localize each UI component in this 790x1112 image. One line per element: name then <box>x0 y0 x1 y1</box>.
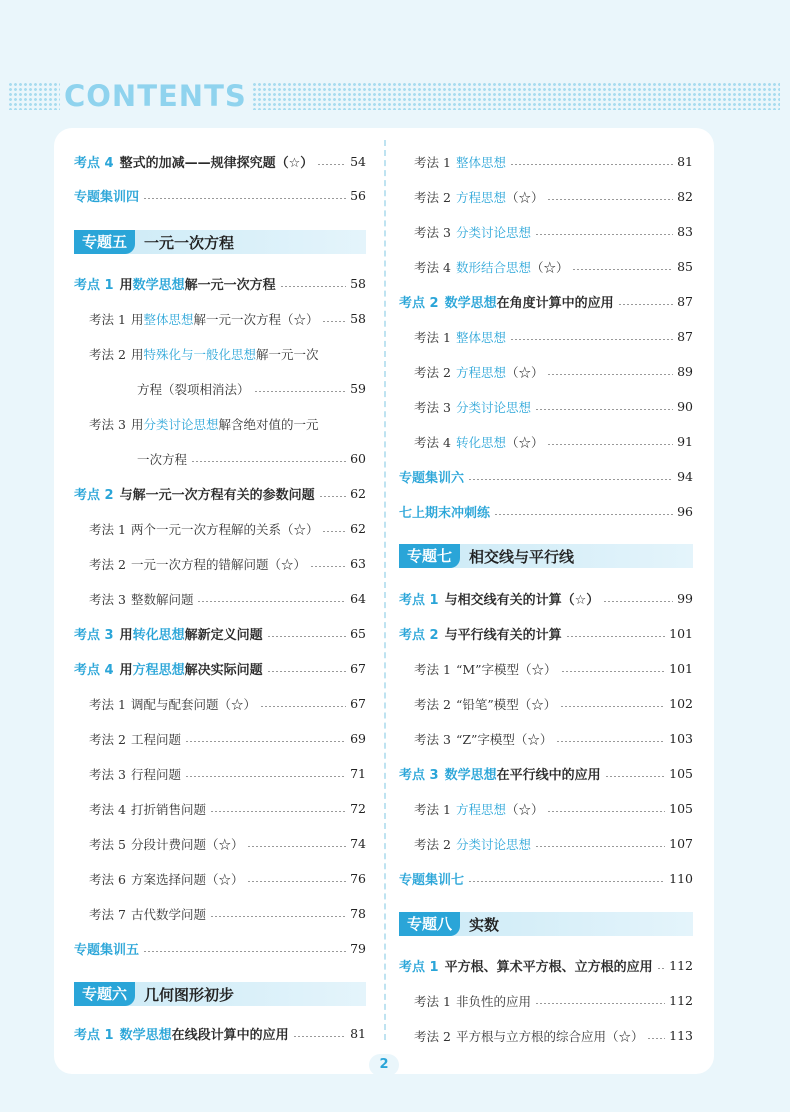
entry-title: 打折销售问题 <box>130 801 206 817</box>
entry-prefix: 考法 6 <box>89 871 126 887</box>
toc-entry-kaofa[interactable] <box>399 389 693 424</box>
entry-title-highlight: 分类讨论思想 <box>455 224 531 240</box>
entry-title: 分段计费问题（☆） <box>130 836 244 852</box>
entry-prefix: 考法 4 <box>89 801 126 817</box>
entry-title: 行程问题 <box>130 766 181 782</box>
toc-entry-kaofa[interactable] <box>399 424 693 459</box>
entry-prefix: 考法 2 <box>414 189 451 205</box>
entry-title <box>445 764 601 783</box>
entry-title <box>131 415 319 433</box>
entry-prefix: 考法 2 <box>89 346 126 362</box>
entry-title: 专题集训五 <box>74 943 140 958</box>
toc-entry-kaofa[interactable] <box>399 354 693 389</box>
toc-entry-continuation[interactable] <box>74 441 366 476</box>
dot-leader <box>197 601 346 602</box>
dot-leader <box>535 234 673 235</box>
entry-title: 七上期末冲刺练 <box>399 506 491 521</box>
entry-prefix: 考法 3 <box>89 591 126 607</box>
entry-title <box>456 153 506 171</box>
toc-entry-kaofa[interactable] <box>74 546 366 581</box>
entry-title-highlight: 方程思想 <box>132 663 185 678</box>
dot-leader <box>535 1003 665 1004</box>
entry-title-highlight: 转化思想 <box>455 434 506 450</box>
section-tag: 专题七 <box>399 544 460 568</box>
dot-leader <box>247 846 346 847</box>
entry-prefix: 考法 1 <box>414 801 451 817</box>
dot-leader <box>319 496 346 497</box>
entry-title-highlight: 整体思想 <box>455 154 506 170</box>
dot-leader <box>260 706 346 707</box>
entry-page-number: 105 <box>669 766 693 781</box>
entry-title <box>456 433 544 451</box>
entry-prefix: 考点 4 <box>74 156 114 171</box>
entry-page-number: 103 <box>669 731 693 746</box>
entry-title <box>120 624 263 643</box>
entry-title <box>131 345 319 363</box>
entry-prefix: 考法 2 <box>89 731 126 747</box>
toc-entry-kaofa[interactable] <box>399 319 693 354</box>
entry-title-post: （☆） <box>530 259 569 275</box>
contents-header <box>0 78 790 114</box>
entry-title: 一元一次方程的错解问题（☆） <box>130 556 306 572</box>
entry-title <box>456 363 544 381</box>
entry-title-highlight: 整体思想 <box>455 329 506 345</box>
entry-title-pre: 用 <box>119 278 133 293</box>
toc-entry-kaofa[interactable] <box>74 511 366 546</box>
toc-entry-kaofa[interactable] <box>399 826 693 861</box>
toc-entry-kaodian[interactable] <box>74 651 366 686</box>
entry-title-post: 在平行线中的应用 <box>496 768 601 783</box>
entry-title-pre: 用 <box>130 346 144 362</box>
dot-leader <box>143 198 346 199</box>
dot-leader <box>618 304 673 305</box>
entry-title: 与解一元一次方程有关的参数问题 <box>119 488 315 503</box>
entry-title: 专题集训六 <box>399 471 465 486</box>
dot-leader <box>572 269 673 270</box>
dot-leader <box>657 968 666 969</box>
entry-page-number: 101 <box>669 661 693 676</box>
entry-prefix: 考法 4 <box>414 434 451 450</box>
entry-title: “铅笔”模型（☆） <box>455 696 557 712</box>
dot-leader <box>603 601 673 602</box>
entry-title-post: 在角度计算中的应用 <box>496 296 614 311</box>
dot-leader <box>185 776 346 777</box>
entry-title: 专题集训四 <box>74 190 140 205</box>
entry-title: “Z”字模型（☆） <box>455 731 553 747</box>
entry-title: “M”字模型（☆） <box>455 661 557 677</box>
entry-title <box>456 188 544 206</box>
toc-entry-kaofa[interactable] <box>399 651 693 686</box>
section-header <box>399 544 693 568</box>
entry-title: 整式的加减——规律探究题（☆） <box>119 156 314 171</box>
entry-title-post: （☆） <box>505 434 544 450</box>
entry-page-number: 74 <box>350 836 366 851</box>
entry-prefix: 考点 1 <box>399 593 439 608</box>
toc-entry-continuation[interactable] <box>74 371 366 406</box>
entry-page-number: 89 <box>677 364 693 379</box>
entry-prefix: 考法 2 <box>414 836 451 852</box>
toc-entry-kaodian[interactable] <box>74 1016 366 1051</box>
column-divider <box>384 140 386 1040</box>
toc-entry-kaodian[interactable] <box>74 476 366 511</box>
entry-prefix: 考点 2 <box>74 488 114 503</box>
entry-prefix: 考法 1 <box>89 696 126 712</box>
toc-entry-kaofa[interactable] <box>74 336 366 371</box>
entry-page-number: 62 <box>350 486 366 501</box>
toc-entry-special[interactable] <box>399 459 693 494</box>
entry-page-number: 62 <box>350 521 366 536</box>
toc-entry-kaofa[interactable] <box>74 721 366 756</box>
entry-prefix: 考法 1 <box>414 993 451 1009</box>
entry-title <box>120 274 276 293</box>
toc-entry-kaofa[interactable] <box>399 1018 693 1053</box>
toc-entry-kaodian[interactable] <box>399 948 693 983</box>
page-number: 2 <box>369 1054 399 1076</box>
entry-prefix: 考法 3 <box>414 731 451 747</box>
section-header <box>74 982 366 1006</box>
dot-leader <box>547 811 665 812</box>
section-title: 相交线与平行线 <box>469 547 575 566</box>
entry-page-number: 65 <box>350 626 366 641</box>
entry-page-number: 102 <box>669 696 693 711</box>
entry-prefix: 考法 3 <box>414 399 451 415</box>
toc-entry-special[interactable] <box>399 494 693 529</box>
entry-prefix: 考法 2 <box>414 696 451 712</box>
section-title: 几何图形初步 <box>144 985 235 1004</box>
entry-prefix: 考法 1 <box>414 661 451 677</box>
entry-title: 与相交线有关的计算（☆） <box>444 593 600 608</box>
dot-leader <box>185 741 346 742</box>
entry-page-number: 71 <box>350 766 366 781</box>
entry-page-number: 99 <box>677 591 693 606</box>
entry-title-highlight: 数学思想 <box>444 768 497 783</box>
entry-page-number: 67 <box>350 696 366 711</box>
entry-title <box>445 292 614 311</box>
entry-page-number: 112 <box>669 993 693 1008</box>
entry-title-highlight: 分类讨论思想 <box>143 416 219 432</box>
decorative-dots-right <box>252 82 780 110</box>
entry-title <box>456 800 544 818</box>
entry-title <box>456 258 569 276</box>
entry-page-number: 67 <box>350 661 366 676</box>
dot-leader <box>510 339 673 340</box>
entry-prefix: 考法 7 <box>89 906 126 922</box>
dot-leader <box>143 951 346 952</box>
dot-leader <box>468 479 673 480</box>
entry-title-post: （☆） <box>505 189 544 205</box>
entry-prefix: 考点 1 <box>74 1028 114 1043</box>
entry-title-post: （☆） <box>505 801 544 817</box>
entry-title-highlight: 整体思想 <box>143 311 194 327</box>
entry-page-number: 110 <box>669 871 693 886</box>
entry-title <box>456 398 531 416</box>
dot-leader <box>267 671 346 672</box>
section-header <box>399 912 693 936</box>
entry-title <box>120 659 263 678</box>
dot-leader <box>535 409 673 410</box>
toc-entry-kaofa[interactable] <box>399 144 693 179</box>
entry-page-number: 58 <box>350 311 366 326</box>
dot-leader <box>510 164 673 165</box>
entry-title-pre: 用 <box>119 663 133 678</box>
entry-prefix: 考点 1 <box>399 960 439 975</box>
entry-title-post: 解含绝对值的一元 <box>218 416 319 432</box>
entry-page-number: 107 <box>669 836 693 851</box>
entry-page-number: 113 <box>669 1028 693 1043</box>
entry-title: 调配与配套问题（☆） <box>130 696 256 712</box>
dot-leader <box>547 374 673 375</box>
toc-entry-kaofa[interactable] <box>399 791 693 826</box>
section-title: 实数 <box>469 915 500 934</box>
entry-prefix: 考法 2 <box>89 556 126 572</box>
dot-leader <box>191 461 346 462</box>
entry-page-number: 87 <box>677 294 693 309</box>
entry-title-post: 解新定义问题 <box>184 628 263 643</box>
toc-entry-kaofa[interactable] <box>399 983 693 1018</box>
section-tag: 专题八 <box>399 912 460 936</box>
entry-page-number: 96 <box>677 504 693 519</box>
entry-page-number: 64 <box>350 591 366 606</box>
dot-leader <box>468 881 665 882</box>
entry-page-number: 54 <box>350 154 366 169</box>
entry-title: 方案选择问题（☆） <box>130 871 244 887</box>
entry-page-number: 59 <box>350 381 366 396</box>
entry-title: 两个一元一次方程解的关系（☆） <box>130 521 319 537</box>
dot-leader <box>267 636 346 637</box>
entry-page-number: 60 <box>350 451 366 466</box>
entry-prefix: 考法 1 <box>414 154 451 170</box>
toc-entry-kaofa[interactable] <box>399 721 693 756</box>
entry-page-number: 87 <box>677 329 693 344</box>
toc-entry-kaofa[interactable] <box>399 249 693 284</box>
dot-leader <box>535 846 665 847</box>
dot-leader <box>247 881 346 882</box>
toc-entry-kaofa[interactable] <box>74 826 366 861</box>
entry-prefix: 考法 4 <box>414 259 451 275</box>
entry-page-number: 85 <box>677 259 693 274</box>
entry-prefix: 考法 2 <box>414 364 451 380</box>
section-tag: 专题六 <box>74 982 135 1006</box>
entry-prefix: 考法 3 <box>414 224 451 240</box>
entry-page-number: 81 <box>350 1026 366 1041</box>
dot-leader <box>556 741 665 742</box>
toc-entry-kaodian[interactable] <box>74 616 366 651</box>
toc-entry-special[interactable] <box>74 178 366 213</box>
entry-prefix: 考法 1 <box>89 311 126 327</box>
entry-prefix: 考法 1 <box>414 329 451 345</box>
entry-title-highlight: 数形结合思想 <box>455 259 531 275</box>
entry-title: 整数解问题 <box>130 591 194 607</box>
entry-page-number: 94 <box>677 469 693 484</box>
entry-title <box>456 223 531 241</box>
entry-page-number: 72 <box>350 801 366 816</box>
entry-page-number: 101 <box>669 626 693 641</box>
entry-title-highlight: 数学思想 <box>132 278 185 293</box>
entry-title: 非负性的应用 <box>455 993 531 1009</box>
entry-page-number: 81 <box>677 154 693 169</box>
entry-title-highlight: 方程思想 <box>455 189 506 205</box>
entry-title-highlight: 数学思想 <box>444 296 497 311</box>
entry-page-number: 91 <box>677 434 693 449</box>
entry-page-number: 58 <box>350 276 366 291</box>
entry-title: 专题集训七 <box>399 873 465 888</box>
entry-title-pre: 用 <box>119 628 133 643</box>
dot-leader <box>317 164 346 165</box>
entry-page-number: 112 <box>669 958 693 973</box>
toc-entry-kaofa[interactable] <box>399 686 693 721</box>
dot-leader <box>605 776 666 777</box>
entry-title-post: 解一元一次 <box>255 346 319 362</box>
entry-title: 方程（裂项相消法） <box>137 381 250 397</box>
dot-leader <box>494 514 673 515</box>
page-title: CONTENTS <box>64 79 247 113</box>
dot-leader <box>566 636 666 637</box>
dot-leader <box>210 916 346 917</box>
entry-title <box>120 1024 289 1043</box>
entry-title <box>131 310 319 328</box>
dot-leader <box>293 1036 346 1037</box>
entry-title-highlight: 方程思想 <box>455 801 506 817</box>
entry-page-number: 105 <box>669 801 693 816</box>
entry-prefix: 考点 3 <box>399 768 439 783</box>
entry-title: 工程问题 <box>130 731 181 747</box>
dot-leader <box>210 811 346 812</box>
toc-entry-kaodian[interactable] <box>399 616 693 651</box>
dot-leader <box>547 444 673 445</box>
entry-title: 平方根、算术平方根、立方根的应用 <box>444 960 653 975</box>
toc-entry-kaofa[interactable] <box>74 896 366 931</box>
entry-page-number: 76 <box>350 871 366 886</box>
toc-entry-kaodian[interactable] <box>74 266 366 301</box>
toc-entry-kaofa[interactable] <box>74 756 366 791</box>
toc-entry-special[interactable] <box>74 931 366 966</box>
entry-title: 平方根与立方根的综合应用（☆） <box>455 1028 644 1044</box>
dot-leader <box>322 531 346 532</box>
toc-entry-kaofa[interactable] <box>74 686 366 721</box>
entry-page-number: 82 <box>677 189 693 204</box>
entry-prefix: 考法 1 <box>89 521 126 537</box>
entry-title-post: 解决实际问题 <box>184 663 263 678</box>
entry-title-highlight: 分类讨论思想 <box>455 836 531 852</box>
entry-title-post: 解一元一次方程 <box>184 278 276 293</box>
dot-leader <box>254 391 346 392</box>
toc-entry-kaofa[interactable] <box>74 791 366 826</box>
entry-prefix: 考法 3 <box>89 766 126 782</box>
section-title: 一元一次方程 <box>144 233 235 252</box>
entry-prefix: 考点 1 <box>74 278 114 293</box>
toc-entry-kaofa[interactable] <box>74 581 366 616</box>
decorative-dots-left <box>8 82 60 110</box>
entry-title-highlight: 方程思想 <box>455 364 506 380</box>
entry-title-pre: 用 <box>130 311 144 327</box>
entry-title: 古代数学问题 <box>130 906 206 922</box>
section-tag: 专题五 <box>74 230 135 254</box>
toc-entry-kaodian[interactable] <box>399 756 693 791</box>
entry-page-number: 79 <box>350 941 366 956</box>
dot-leader <box>560 706 665 707</box>
entry-title: 与平行线有关的计算 <box>444 628 562 643</box>
entry-prefix: 考法 2 <box>414 1028 451 1044</box>
entry-page-number: 90 <box>677 399 693 414</box>
toc-entry-kaofa[interactable] <box>74 301 366 336</box>
dot-leader <box>310 566 346 567</box>
dot-leader <box>322 321 346 322</box>
toc-entry-kaodian[interactable] <box>399 581 693 616</box>
entry-prefix: 考点 3 <box>74 628 114 643</box>
entry-title <box>456 835 531 853</box>
entry-title-highlight: 分类讨论思想 <box>455 399 531 415</box>
dot-leader <box>280 286 346 287</box>
entry-page-number: 56 <box>350 188 366 203</box>
entry-prefix: 考点 2 <box>399 296 439 311</box>
toc-entry-kaofa[interactable] <box>399 179 693 214</box>
entry-prefix: 考法 5 <box>89 836 126 852</box>
entry-title-post: 解一元一次方程（☆） <box>193 311 319 327</box>
toc-entry-kaofa[interactable] <box>74 406 366 441</box>
entry-title-highlight: 数学思想 <box>119 1028 172 1043</box>
section-header <box>74 230 366 254</box>
dot-leader <box>547 199 673 200</box>
entry-title-pre: 用 <box>130 416 144 432</box>
dot-leader <box>647 1038 665 1039</box>
entry-page-number: 63 <box>350 556 366 571</box>
toc-entry-special[interactable] <box>399 861 693 896</box>
entry-page-number: 78 <box>350 906 366 921</box>
entry-title-post: （☆） <box>505 364 544 380</box>
entry-title: 一次方程 <box>137 451 188 467</box>
entry-title <box>456 328 506 346</box>
entry-prefix: 考法 3 <box>89 416 126 432</box>
entry-prefix: 考点 4 <box>74 663 114 678</box>
toc-entry-kaodian[interactable] <box>399 284 693 319</box>
entry-prefix: 考点 2 <box>399 628 439 643</box>
entry-title-highlight: 特殊化与一般化思想 <box>143 346 256 362</box>
entry-page-number: 83 <box>677 224 693 239</box>
entry-title-highlight: 转化思想 <box>132 628 185 643</box>
dot-leader <box>561 671 666 672</box>
entry-page-number: 69 <box>350 731 366 746</box>
entry-title-post: 在线段计算中的应用 <box>171 1028 289 1043</box>
toc-entry-kaofa[interactable] <box>74 861 366 896</box>
toc-entry-kaofa[interactable] <box>399 214 693 249</box>
toc-entry-kaodian[interactable] <box>74 144 366 179</box>
